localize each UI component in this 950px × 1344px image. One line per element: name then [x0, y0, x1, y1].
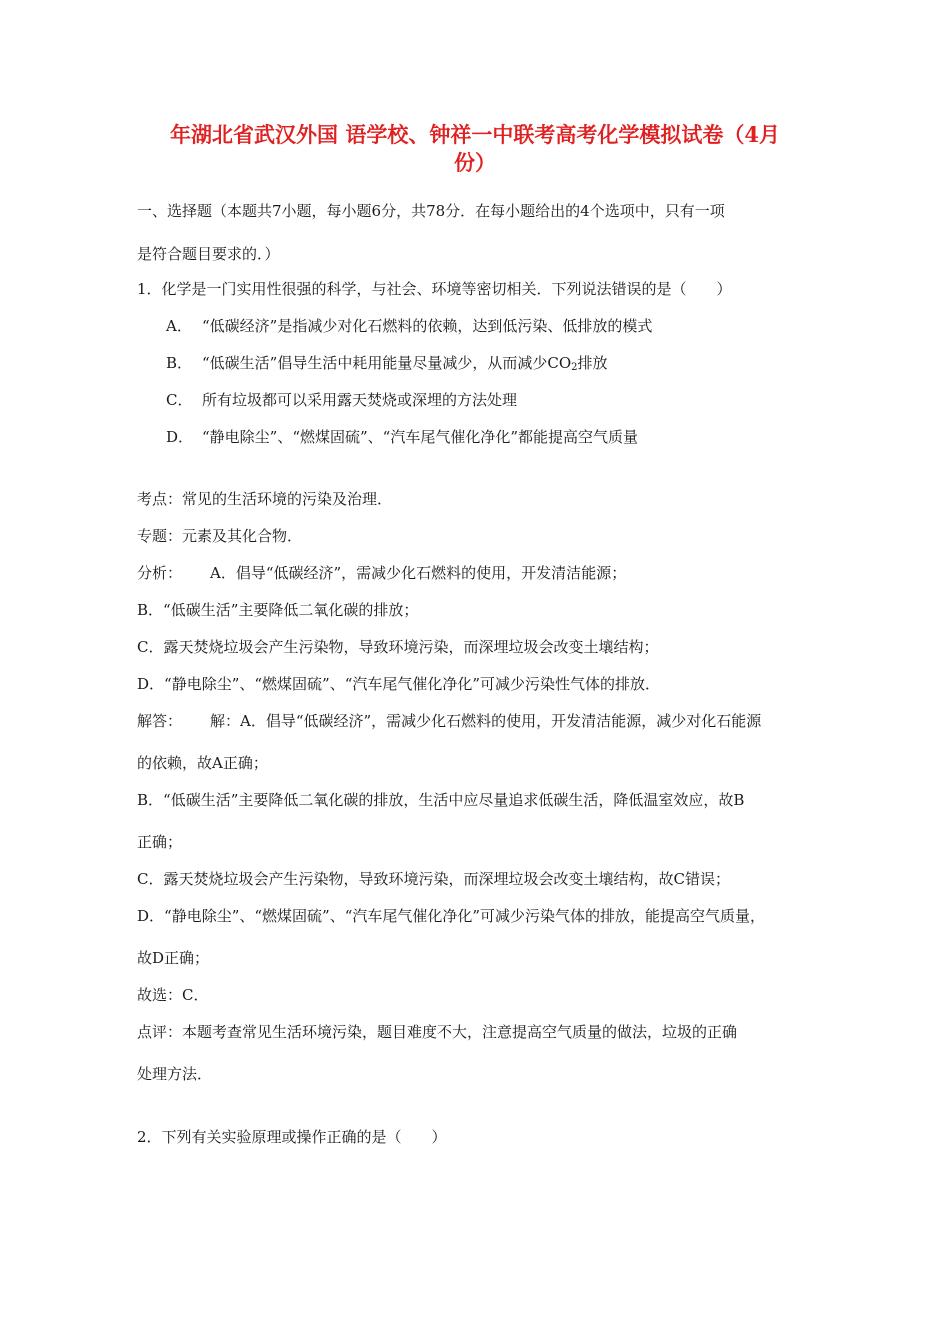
option-text: “低碳经济”是指减少对化石燃料的依赖，达到低污染、低排放的模式 [202, 317, 653, 335]
question-1-option-d [166, 426, 638, 448]
jieda-line-c: C．露天焚烧垃圾会产生污染物，导致环境污染，而深埋垃圾会改变土壤结构，故C错误； [137, 870, 730, 888]
exam-title-line-1: 年湖北省武汉外国 语学校、钟祥一中联考高考化学模拟试卷（4月 [170, 122, 780, 147]
fenxi-line-a [137, 562, 626, 584]
exam-title-line-2: 份） [454, 150, 496, 175]
option-letter: C． [166, 391, 193, 409]
fenxi-line-d: D．“静电除尘”、“燃煤固硫”、“汽车尾气催化净化”可减少污染性气体的排放． [137, 675, 661, 693]
dianping-line-2: 处理方法． [137, 1065, 213, 1083]
jieda-line-b2: 正确； [137, 833, 183, 851]
dianping-line-1: 点评：本题考查常见生活环境污染，题目难度不大，注意提高空气质量的做法，垃圾的正确 [137, 1023, 738, 1041]
jieda-line-b1: B．“低碳生活”主要降低二氧化碳的排放，生活中应尽量追求低碳生活，降低温室效应，故B [137, 791, 745, 809]
option-text-tail: 排放 [577, 354, 608, 372]
jieda-line-a2: 的依赖，故A正确； [137, 754, 268, 772]
jieda-label: 解答： [137, 712, 183, 730]
jieda-line-d2: 故D正确； [137, 949, 210, 967]
fenxi-text: A．倡导“低碳经济”，需减少化石燃料的使用，开发清洁能源； [210, 564, 627, 582]
option-letter: B． [166, 354, 193, 372]
section-header-line-2: 是符合题目要求的．） [137, 245, 280, 263]
option-letter: A． [166, 317, 192, 335]
fenxi-label: 分析： [137, 564, 183, 582]
zhuanti-line: 专题：元素及其化合物． [137, 527, 303, 545]
option-text: “低碳生活”倡导生活中耗用能量尽量减少，从而减少CO [202, 354, 572, 372]
jieda-text: 解：A．倡导“低碳经济”，需减少化石燃料的使用，开发清洁能源，减少对化石能源 [210, 712, 762, 730]
fenxi-line-c: C．露天焚烧垃圾会产生污染物，导致环境污染，而深埋垃圾会改变土壤结构； [137, 638, 659, 656]
jieda-line-d1: D．“静电除尘”、“燃煤固硫”、“汽车尾气催化净化”可减少污染气体的排放，能提高空气质量， [137, 907, 766, 925]
question-1-option-a [166, 315, 652, 337]
question-1-stem: 1．化学是一门实用性很强的科学，与社会、环境等密切相关．下列说法错误的是（ ） [137, 280, 732, 298]
option-text: 所有垃圾都可以采用露天焚烧或深埋的方法处理 [202, 391, 518, 409]
option-letter: D． [166, 428, 194, 446]
option-text: “静电除尘”、“燃煤固硫”、“汽车尾气催化净化”都能提高空气质量 [202, 428, 639, 446]
subscript: 2 [571, 362, 578, 373]
answer-line: 故选：C． [137, 986, 209, 1004]
question-2-stem: 2．下列有关实验原理或操作正确的是（ ） [137, 1128, 447, 1146]
section-header-line-1: 一、选择题（本题共7小题，每小题6分，共78分．在每小题给出的4个选项中，只有一项 [137, 202, 725, 220]
kaodian-line: 考点：常见的生活环境的污染及治理． [137, 490, 393, 508]
question-1-option-b [166, 352, 608, 374]
fenxi-line-b: B．“低碳生活”主要降低二氧化碳的排放； [137, 601, 419, 619]
question-1-option-c [166, 389, 517, 411]
jieda-line-a1 [137, 710, 761, 732]
